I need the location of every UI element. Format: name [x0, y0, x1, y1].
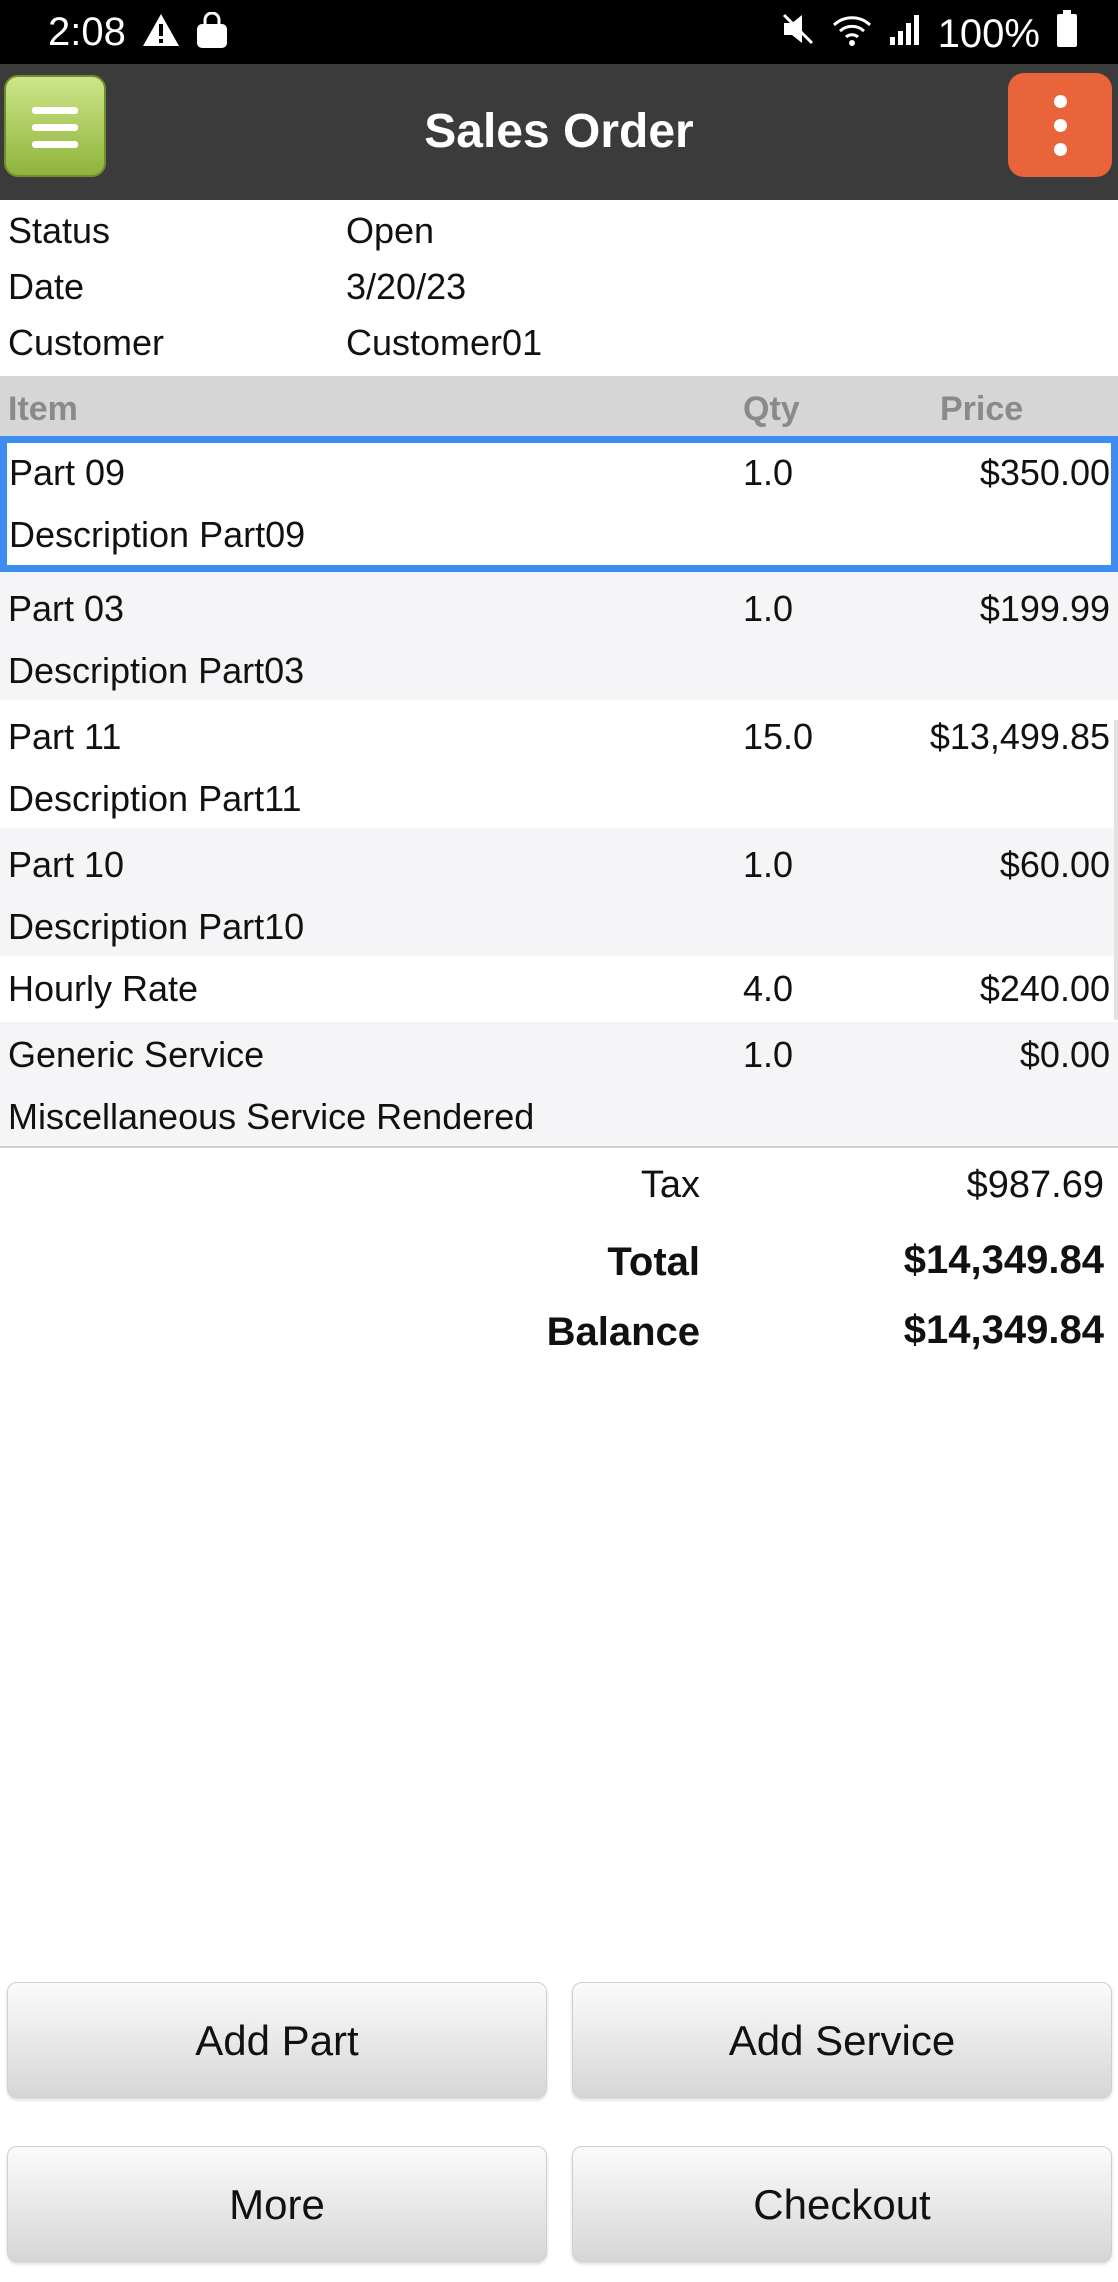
column-item: Item	[8, 390, 78, 428]
item-price: $240.00	[979, 968, 1110, 1009]
info-row-status	[0, 210, 1118, 266]
total-label: Total	[607, 1240, 700, 1284]
table-row[interactable]	[0, 700, 1118, 828]
order-info	[0, 210, 1118, 378]
battery-icon	[1056, 10, 1078, 58]
column-price: Price	[940, 390, 1024, 428]
tax-label: Tax	[640, 1164, 700, 1206]
status-time: 2:08	[48, 10, 126, 54]
tax-value: $987.69	[966, 1164, 1104, 1206]
item-price: $13,499.85	[929, 716, 1110, 757]
checkout-button[interactable]: Checkout	[572, 2146, 1112, 2262]
balance-line	[0, 1308, 1118, 1378]
add-service-button[interactable]: Add Service	[572, 1982, 1112, 2098]
date-label: Date	[8, 266, 85, 307]
item-name: Part 11	[8, 716, 122, 757]
item-price: $60.00	[999, 844, 1110, 885]
customer-value[interactable]: Customer01	[346, 322, 543, 363]
item-qty: 1.0	[743, 588, 794, 629]
balance-label: Balance	[546, 1310, 700, 1354]
battery-percent: 100%	[937, 11, 1040, 56]
status-label: Status	[8, 210, 111, 251]
app-header	[0, 64, 1118, 200]
item-price: $0.00	[1019, 1034, 1110, 1075]
more-button[interactable]: More	[7, 2146, 547, 2262]
item-name: Part 03	[8, 588, 125, 629]
balance-value: $14,349.84	[903, 1308, 1104, 1352]
tax-line	[0, 1160, 1118, 1238]
item-description: Description Part03	[8, 650, 305, 691]
warning-icon	[142, 12, 180, 60]
total-value: $14,349.84	[903, 1238, 1104, 1282]
item-description: Miscellaneous Service Rendered	[8, 1096, 535, 1137]
status-bar	[0, 0, 1118, 64]
list-scrollbar[interactable]	[1114, 720, 1118, 1020]
page-title: Sales Order	[424, 105, 694, 158]
customer-label: Customer	[8, 322, 165, 363]
item-name: Hourly Rate	[8, 968, 199, 1009]
total-line	[0, 1238, 1118, 1308]
table-row[interactable]	[0, 956, 1118, 1022]
line-items-list	[0, 436, 1118, 1146]
info-row-date	[0, 266, 1118, 322]
mute-icon	[780, 11, 816, 57]
column-qty: Qty	[743, 390, 800, 428]
table-row[interactable]	[0, 572, 1118, 700]
wifi-icon	[832, 12, 872, 57]
add-part-button[interactable]: Add Part	[7, 1982, 547, 2098]
table-row[interactable]	[0, 436, 1118, 572]
item-qty: 4.0	[743, 968, 794, 1009]
item-qty: 1.0	[743, 1034, 794, 1075]
table-row[interactable]	[0, 1022, 1118, 1146]
item-name: Generic Service	[8, 1034, 265, 1075]
item-qty: 1.0	[743, 452, 794, 493]
item-name: Part 10	[8, 844, 125, 885]
info-row-customer[interactable]	[0, 322, 1118, 378]
item-qty: 15.0	[743, 716, 814, 757]
date-value: 3/20/23	[346, 266, 467, 307]
item-price: $350.00	[979, 452, 1110, 493]
item-qty: 1.0	[743, 844, 794, 885]
item-name: Part 09	[9, 452, 126, 493]
status-value: Open	[346, 210, 435, 251]
signal-icon	[888, 12, 922, 57]
item-description: Description Part11	[8, 778, 302, 819]
shopping-bag-icon	[194, 12, 230, 60]
order-totals	[0, 1160, 1118, 1378]
item-price: $199.99	[979, 588, 1110, 629]
item-description: Description Part10	[8, 906, 305, 947]
kebab-menu-icon[interactable]	[1008, 73, 1112, 177]
table-row[interactable]	[0, 828, 1118, 956]
list-divider	[0, 1146, 1118, 1148]
table-header	[0, 376, 1118, 436]
item-description: Description Part09	[9, 514, 306, 555]
